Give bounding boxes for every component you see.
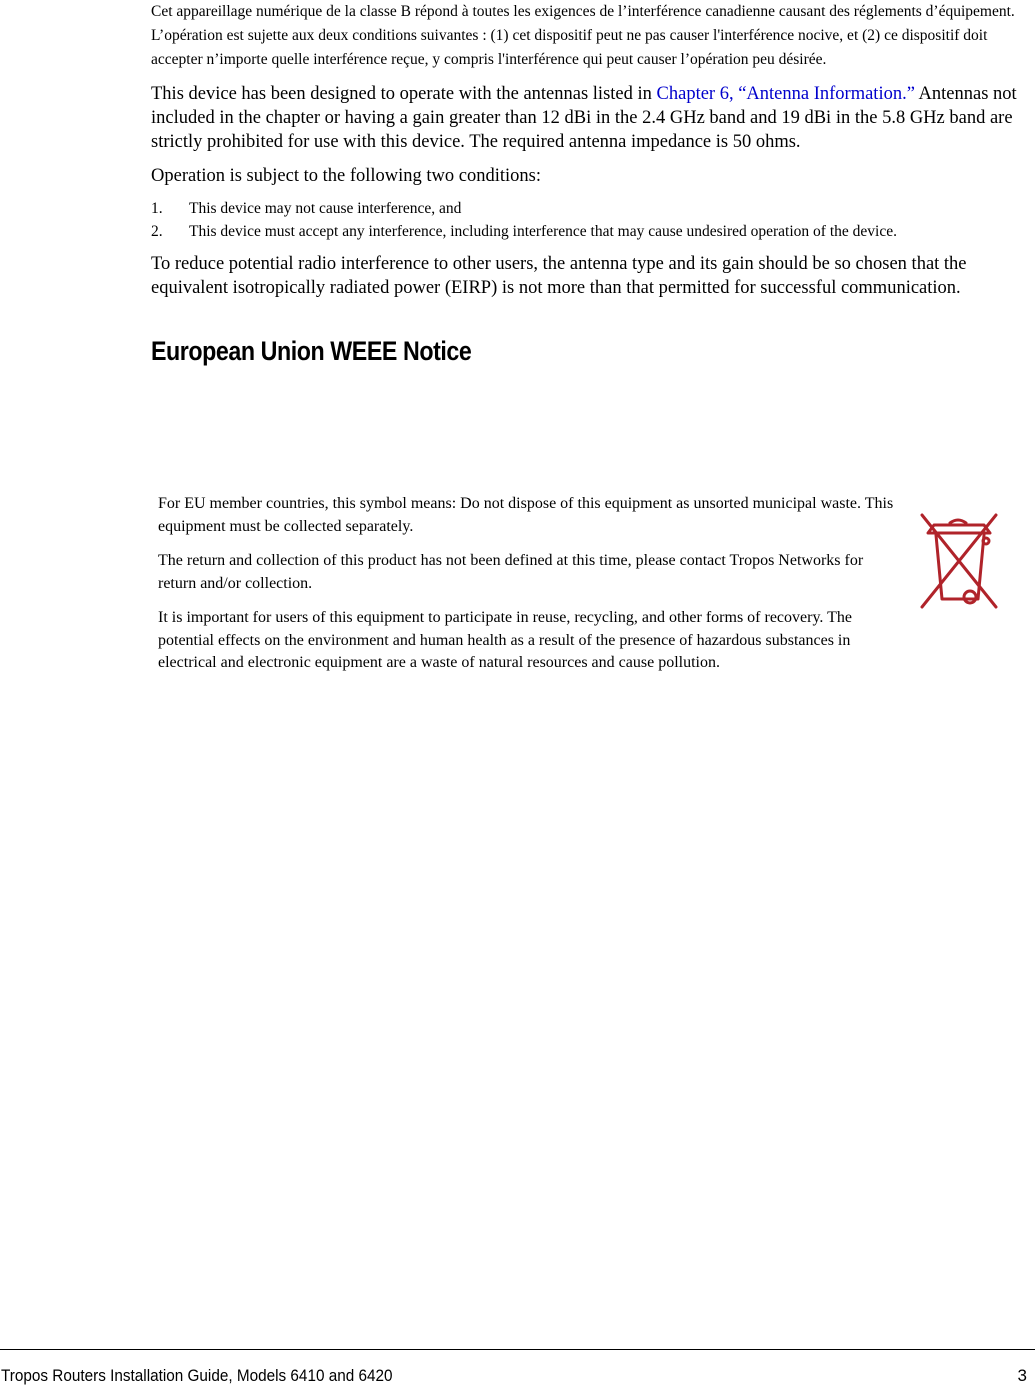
weee-paragraph-2: The return and collection of this product has not been defined at this time, please contact Tropos Networks for return and/or collection.: [158, 552, 864, 592]
antenna-text-before-link: This device has been designed to operate with the antennas listed in: [151, 84, 657, 104]
page-number: 3: [1017, 1366, 1027, 1385]
section-heading-weee: European Union WEEE Notice: [151, 336, 472, 366]
weee-notice-text: [158, 493, 898, 687]
list-item-number: 2.: [151, 223, 163, 240]
footer-divider: [0, 1349, 1035, 1350]
list-item-text: This device may not cause interference, and: [189, 200, 462, 217]
weee-paragraph-1: For EU member countries, this symbol means: Do not dispose of this equipment as unsorted municipal waste. This equipment must be collected separately.: [158, 495, 894, 535]
antenna-paragraph: [151, 82, 1031, 154]
document-body: [151, 0, 1031, 368]
eirp-paragraph: To reduce potential radio interference to other users, the antenna type and its gain should be so chosen that the equivalent isotropically radiated power (EIRP) is not more than that permitted for successful communication.: [151, 254, 967, 298]
list-item-text: This device must accept any interference, including interference that may cause undesired operation of the device.: [189, 223, 897, 240]
crossed-out-wheelie-bin-icon: [918, 511, 1000, 609]
list-item: [151, 197, 1031, 220]
antenna-text-after-link: Antennas not included in the chapter or having a gain greater than 12 dBi in the 2.4 GHz band and 19 dBi in the 5.8 GHz band are strictly prohibited for use with this device. The required antenna impedance is 50 ohms.: [151, 84, 1017, 152]
antenna-chapter-link[interactable]: Chapter 6, “Antenna Information.”: [656, 84, 915, 104]
operation-paragraph: Operation is subject to the following two conditions:: [151, 166, 541, 186]
footer-document-title: Tropos Routers Installation Guide, Models 6410 and 6420: [1, 1366, 393, 1385]
list-item-number: 1.: [151, 200, 163, 217]
list-item: [151, 220, 1031, 243]
conditions-list: [151, 197, 1031, 243]
weee-paragraph-3: It is important for users of this equipment to participate in reuse, recycling, and other forms of recovery. The potential effects on the environment and human health as a result of the presence of hazardous substances in electrical and electronic equipment are a waste of natural resources and cause pollution.: [158, 609, 853, 671]
french-compliance-paragraph: Cet appareillage numérique de la classe B répond à toutes les exigences de l’interférence canadienne causant des réglements d’équipement. L’opération est sujette aux deux conditions suivantes : (1) cet dispositif peut ne pas causer l'interférence nocive, et (2) ce dispositif doit accepter n’importe quelle interférence reçue, y compris l'interférence qui peut causer l’opération peu désirée.: [151, 3, 1015, 68]
